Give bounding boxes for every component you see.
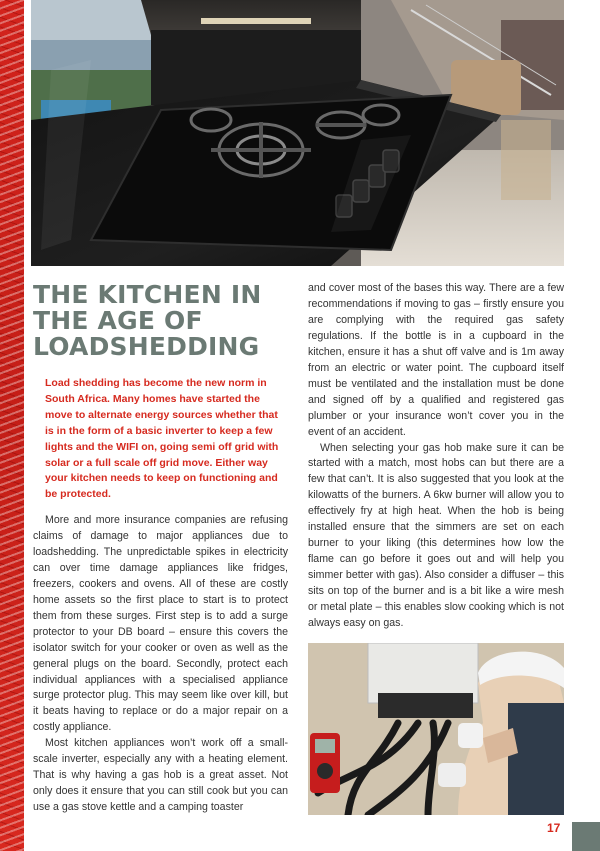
body-paragraph-3: and cover most of the bases this way. There are a few recommendations if moving to gas – firstly ensure you are complying with the required gas safety regulations. If the bottle is in a cupboard in the kitchen, ensure it has a shut off valve and is 1m away from an electric or water point. The cupboard itself must be ventilated and the installation must be done and signed off by a qualified and registered gas plumber or your insurance won’t cover you in the event of an accident. <box>308 282 564 438</box>
photo-electrician-installing-inverter <box>308 643 564 815</box>
body-paragraph-2: Most kitchen appliances won’t work off a small-scale inverter, especially any with a heating element. That is why having a gas hob is a great asset. Not only does it ensure that you can still cook but you can use a gas stove kettle and a camping toaster <box>33 737 288 814</box>
body-paragraph-4: When selecting your gas hob make sure it can be started with a match, most hobs can but there are a few that can’t. It is also suggested that you look at the kilowatts of the burners. A 6kw burner will allow you to effectively fry at high heat. When the hob is being installed ensure that the simmers are set on each burner to your liking (this determines how low the flame can go before it goes out and will help you simmer better with gas). Also consider a diffuser – this sits on top of the burner and is a bit like a wire mesh or metal plate – this enables slow cooking which is not always easy on gas. <box>308 441 564 630</box>
hero-photo-gas-hob-kitchen <box>31 0 564 266</box>
body-column-left <box>33 513 288 816</box>
decorative-side-strip <box>0 0 24 851</box>
decorative-corner-block <box>572 822 600 851</box>
body-paragraph-1: More and more insurance companies are refusing claims of damage to major appliances due to loadshedding. The unpredictable spikes in electricity can over time damage appliances like fridges, freezers, cookers and ovens. All of these are costly home assets so the first place to start is to protect them from these surges. First step is to add a surge protector to your DB board – ensure this covers the isolator switch for your cooker or oven as well as the general plugs on the board. Secondly, protect each individual appliances with a specialised appliance surge protector plug. This may seem like over kill, but it beats having to replace or do a major repair on a costly appliance. <box>33 514 288 734</box>
article-title: THE KITCHEN IN THE AGE OF LOADSHEDDING <box>33 280 262 361</box>
article-lead: Load shedding has become the new norm in South Africa. Many homes have started the move to alternate energy sources whether that is in the form of a basic inverter to keep a few lights and the WIFI on, going semi off grid with solar or a full scale off grid move. Either way your kitchen needs to keep on functioning and be protected. <box>45 377 279 501</box>
body-column-right <box>308 281 564 632</box>
page-number: 17 <box>547 821 561 835</box>
